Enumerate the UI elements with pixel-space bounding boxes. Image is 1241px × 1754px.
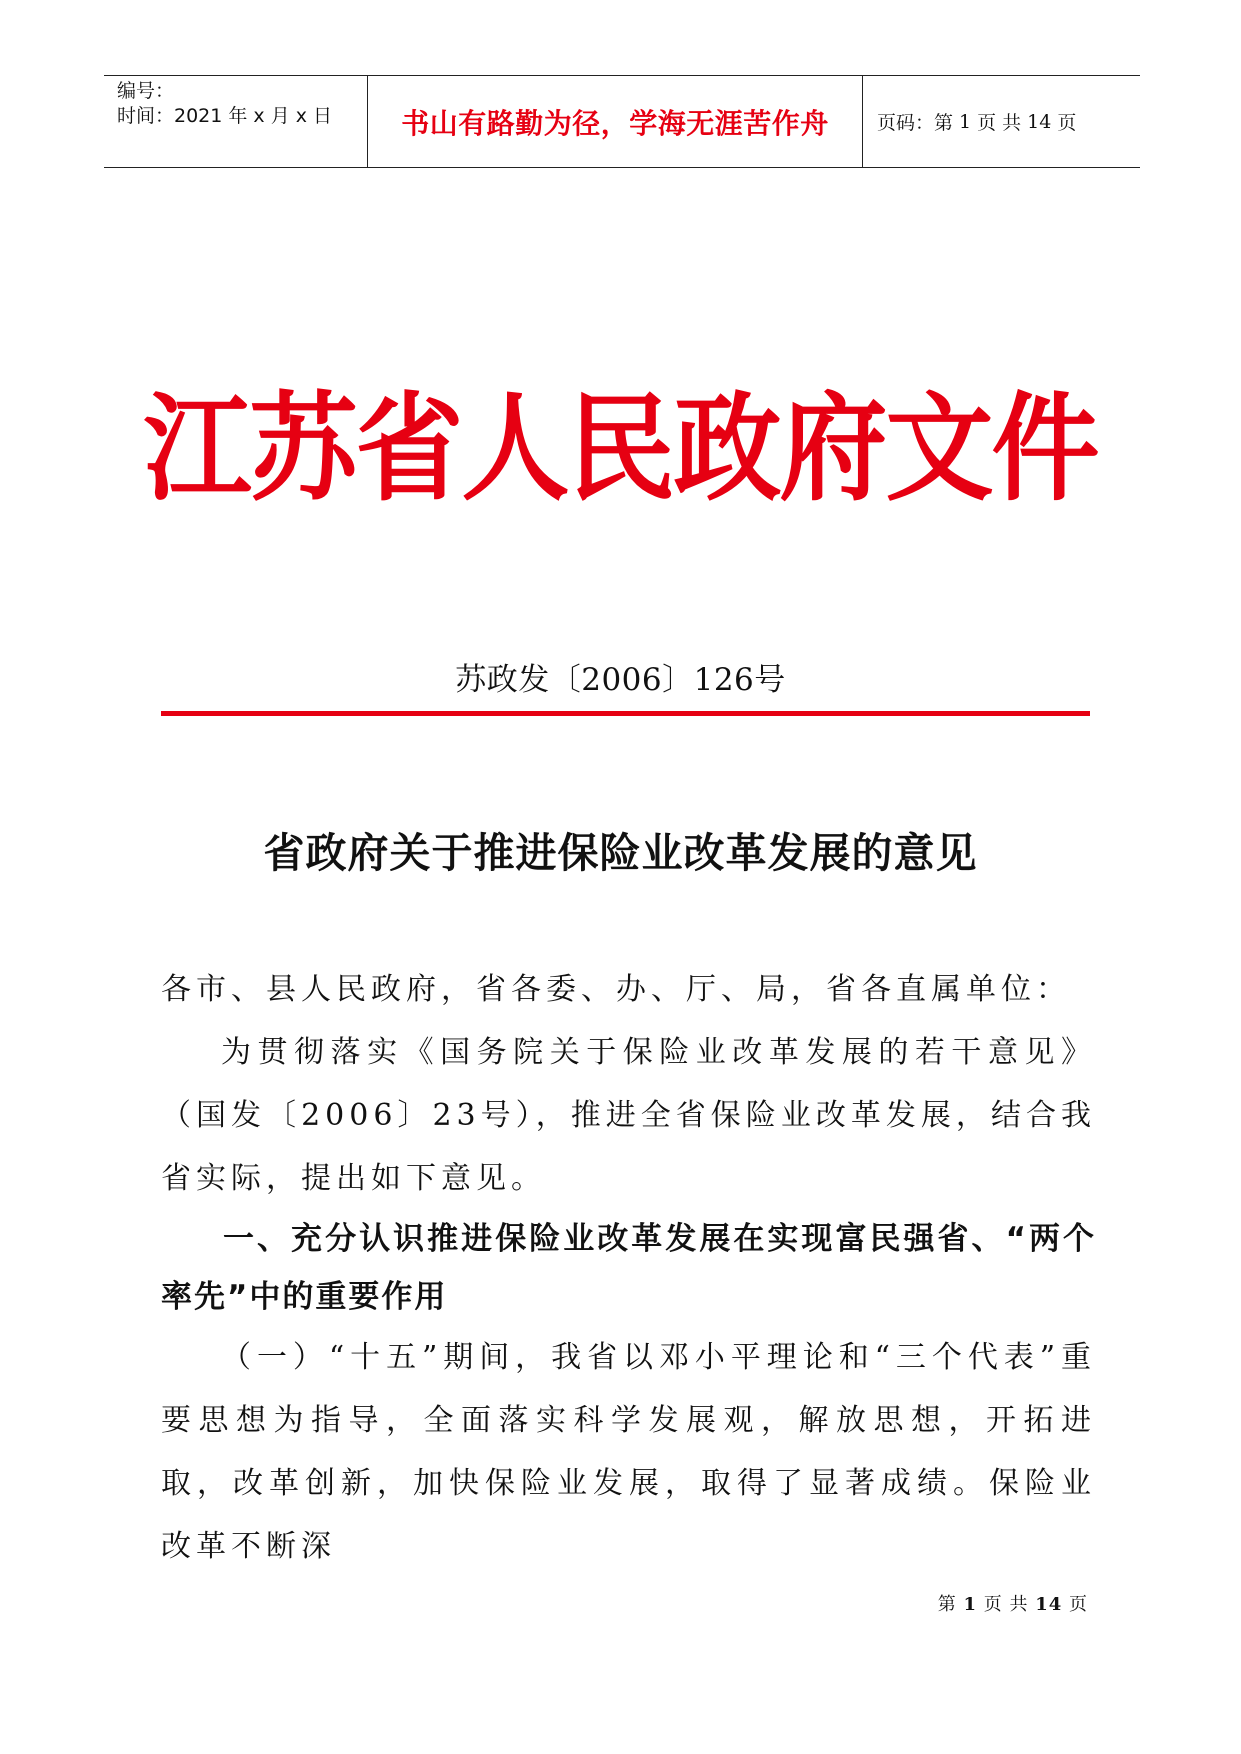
date-label: 时间：2021 年 x 月 x 日 [117, 105, 333, 127]
serial-number-label: 编号： [117, 80, 175, 102]
header-page-prefix: 页码：第 [877, 112, 954, 134]
salutation: 各市、县人民政府，省各委、办、厅、局，省各直属单位： [161, 972, 1071, 1007]
header-page-current: 1 [959, 110, 972, 133]
page-header-table [104, 75, 1140, 168]
intro-paragraph: 为贯彻落实《国务院关于保险业改革发展的若干意见》（国发〔2006〕23号），推进全省保险业改革发展，结合我省实际，提出如下意见。 [161, 1035, 1096, 1196]
footer-page-total: 14 [1035, 1594, 1063, 1615]
section-heading-1: 一、充分认识推进保险业改革发展在实现富民强省、“两个率先”中的重要作用 [161, 1221, 1096, 1315]
page-footer [938, 1590, 1088, 1616]
header-page-mid: 页 共 [977, 112, 1022, 134]
document-number: 苏政发〔2006〕126号 [455, 662, 786, 698]
footer-suffix: 页 [1069, 1594, 1088, 1615]
footer-mid: 页 共 [983, 1594, 1029, 1615]
header-meta-cell [104, 76, 368, 167]
red-separator-rule [161, 711, 1090, 716]
section-1-paragraph: （一）“十五”期间，我省以邓小平理论和“三个代表”重要思想为指导，全面落实科学发展观，解放思想，开拓进取，改革创新，加快保险业发展，取得了显著成绩。保险业改革不断深 [161, 1340, 1096, 1564]
footer-prefix: 第 [937, 1594, 957, 1615]
header-motto: 书山有路勤为径，学海无涯苦作舟 [368, 76, 863, 167]
document-body [161, 958, 1096, 1578]
document-title: 省政府关于推进保险业改革发展的意见 [263, 829, 978, 877]
document-masthead: 江苏省人民政府文件 [143, 381, 1098, 517]
header-page-suffix: 页 [1057, 112, 1077, 134]
header-page-total: 14 [1027, 110, 1052, 133]
footer-page-current: 1 [963, 1594, 977, 1615]
header-page-info [863, 76, 1140, 167]
